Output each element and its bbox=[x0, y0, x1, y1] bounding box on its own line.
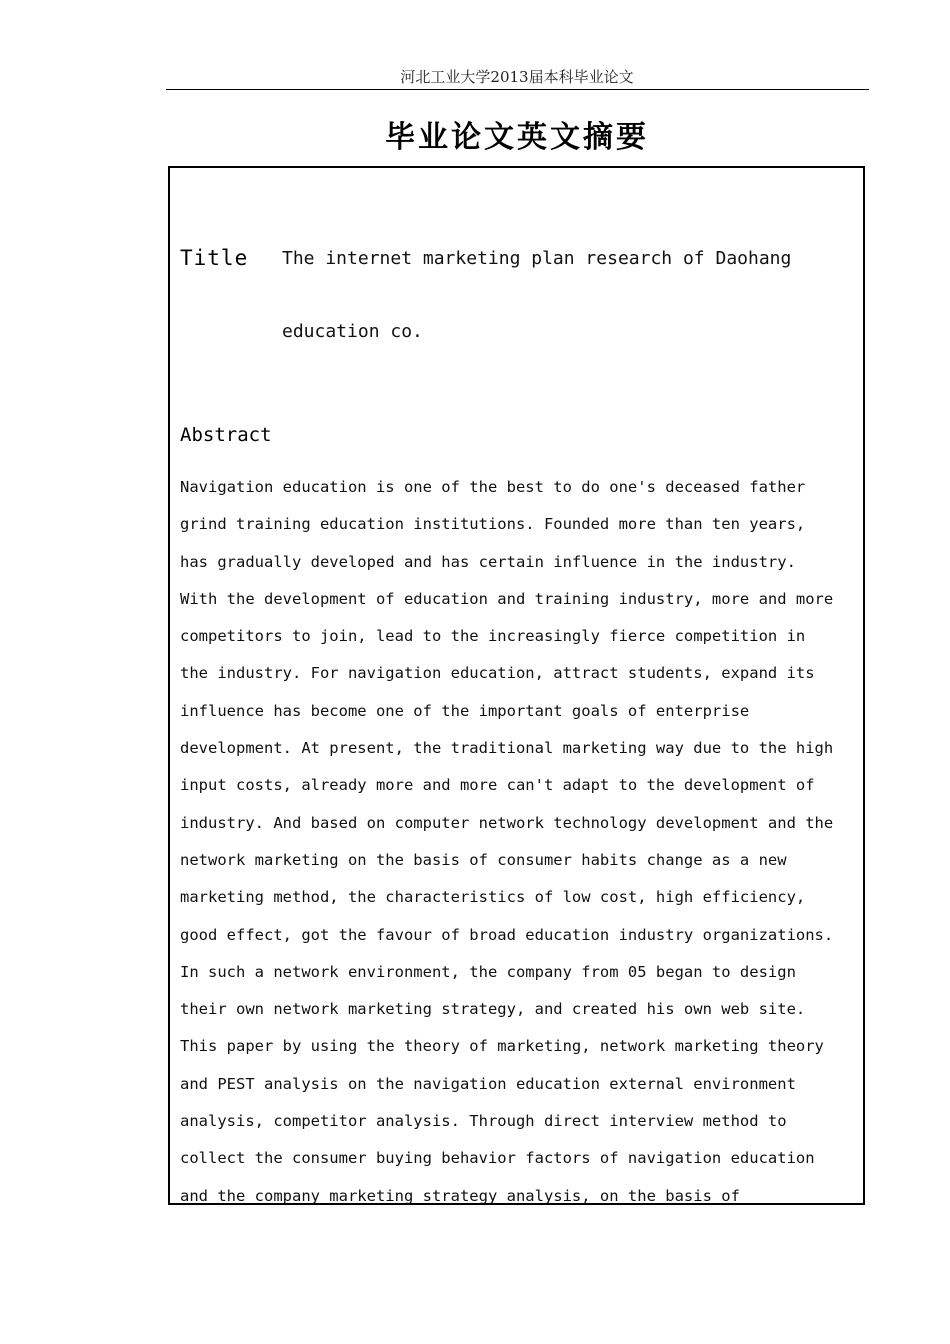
abstract-line: collect the consumer buying behavior factors of navigation education bbox=[180, 1149, 815, 1168]
abstract-line: and PEST analysis on the navigation education external environment bbox=[180, 1074, 796, 1093]
abstract-line: industry. And based on computer network technology development and the bbox=[180, 813, 834, 832]
abstract-line: This paper by using the theory of marketing, network marketing theory bbox=[180, 1037, 824, 1056]
abstract-line: grind training education institutions. Founded more than ten years, bbox=[180, 515, 806, 534]
abstract-line: has gradually developed and has certain influence in the industry. bbox=[180, 552, 796, 571]
abstract-line: input costs, already more and more can't adapt to the development of bbox=[180, 776, 815, 795]
abstract-line: marketing method, the characteristics of low cost, high efficiency, bbox=[180, 888, 806, 907]
title-label: Title bbox=[180, 246, 249, 270]
abstract-line: With the development of education and training industry, more and more bbox=[180, 589, 834, 608]
running-header: 河北工业大学2013届本科毕业论文 bbox=[400, 68, 634, 86]
abstract-line: influence has become one of the important goals of enterprise bbox=[180, 701, 750, 720]
abstract-line: In such a network environment, the company from 05 began to design bbox=[180, 962, 796, 981]
abstract-line: their own network marketing strategy, and created his own web site. bbox=[180, 1000, 806, 1019]
abstract-line: development. At present, the traditional marketing way due to the high bbox=[180, 739, 834, 758]
abstract-line: analysis, competitor analysis. Through direct interview method to bbox=[180, 1112, 787, 1131]
page-title: 毕业论文英文摘要 bbox=[385, 120, 649, 155]
header-rule bbox=[166, 89, 869, 90]
abstract-body bbox=[180, 469, 860, 1205]
abstract-line: the industry. For navigation education, attract students, expand its bbox=[180, 664, 815, 683]
abstract-label: Abstract bbox=[180, 424, 272, 446]
abstract-line: competitors to join, lead to the increasingly fierce competition in bbox=[180, 627, 806, 646]
abstract-line: good effect, got the favour of broad education industry organizations. bbox=[180, 925, 834, 944]
abstract-frame bbox=[168, 166, 865, 1205]
abstract-line: network marketing on the basis of consumer habits change as a new bbox=[180, 850, 787, 869]
thesis-title-line-2: education co. bbox=[282, 321, 423, 342]
abstract-line: Navigation education is one of the best to do one's deceased father bbox=[180, 478, 806, 496]
thesis-title-line-1: The internet marketing plan research of Daohang bbox=[282, 248, 792, 269]
abstract-line: and the company marketing strategy analysis, on the basis of bbox=[180, 1186, 740, 1205]
thesis-title bbox=[282, 222, 842, 368]
